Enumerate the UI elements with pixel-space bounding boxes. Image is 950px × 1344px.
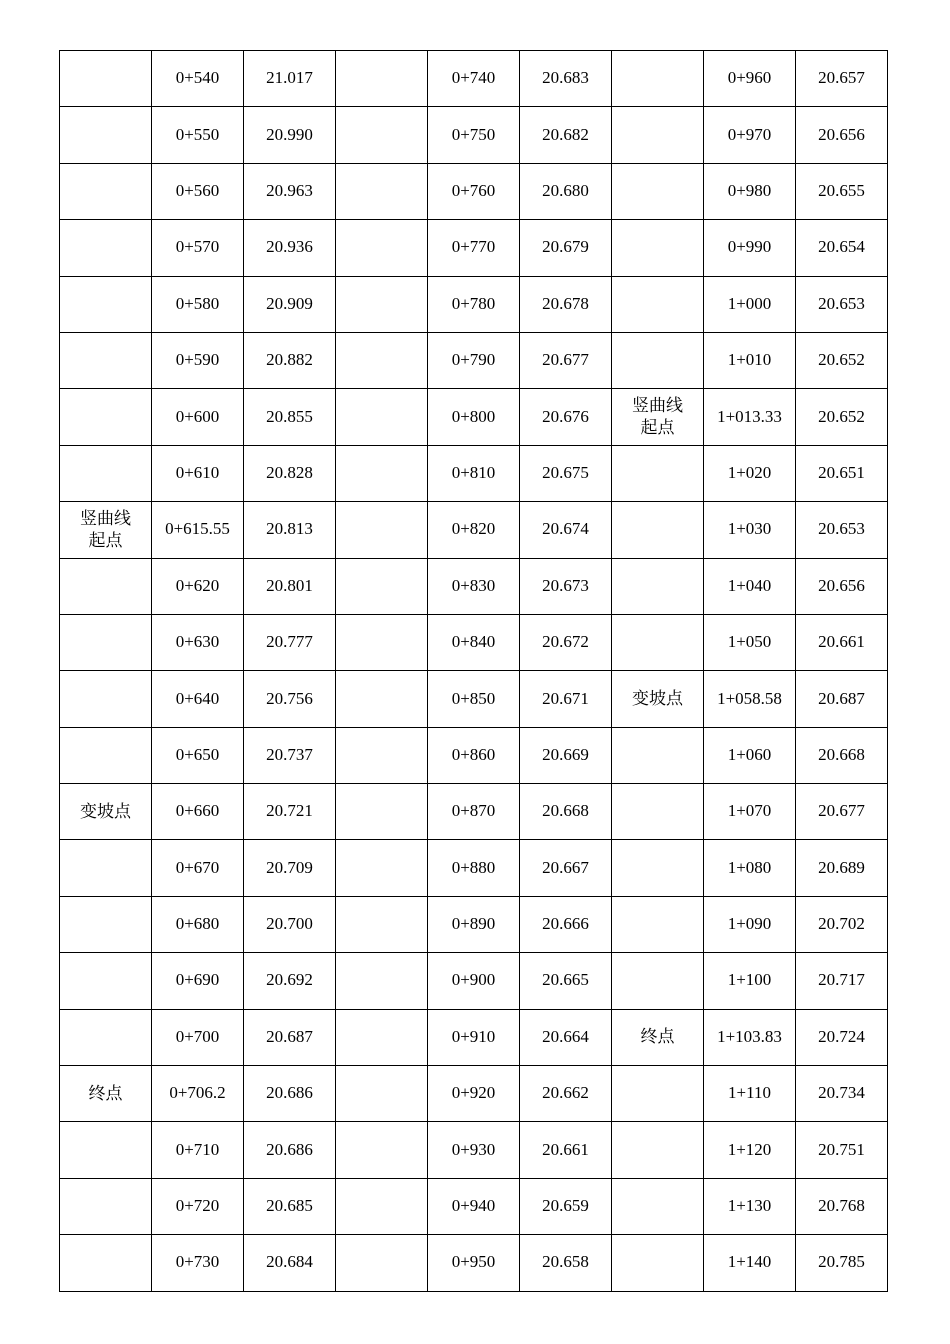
station-c-cell: 1+020	[704, 445, 796, 501]
elevation-b-cell: 20.666	[520, 896, 612, 952]
station-a-cell: 0+550	[152, 107, 244, 163]
table-row	[60, 840, 888, 896]
station-b-cell: 0+800	[428, 389, 520, 445]
table-row	[60, 332, 888, 388]
station-b-cell: 0+810	[428, 445, 520, 501]
point-label-a-cell: 终点	[60, 1066, 152, 1122]
point-label-a-cell	[60, 1122, 152, 1178]
station-a-cell: 0+560	[152, 163, 244, 219]
point-label-c-cell	[612, 502, 704, 558]
station-c-cell: 0+980	[704, 163, 796, 219]
station-b-cell: 0+860	[428, 727, 520, 783]
elevation-b-cell: 20.678	[520, 276, 612, 332]
elevation-c-cell: 20.656	[796, 558, 888, 614]
point-label-a-cell	[60, 163, 152, 219]
table-row	[60, 502, 888, 558]
station-b-cell: 0+870	[428, 784, 520, 840]
station-a-cell: 0+700	[152, 1009, 244, 1065]
point-label-a-cell	[60, 276, 152, 332]
point-label-b-cell	[336, 445, 428, 501]
station-a-cell: 0+720	[152, 1178, 244, 1234]
station-c-cell: 1+090	[704, 896, 796, 952]
table-row	[60, 727, 888, 783]
table-body	[60, 51, 888, 1292]
elevation-c-cell: 20.653	[796, 502, 888, 558]
point-label-a-cell	[60, 445, 152, 501]
elevation-c-cell: 20.677	[796, 784, 888, 840]
station-c-cell: 1+080	[704, 840, 796, 896]
station-b-cell: 0+910	[428, 1009, 520, 1065]
station-a-cell: 0+706.2	[152, 1066, 244, 1122]
station-b-cell: 0+850	[428, 671, 520, 727]
station-b-cell: 0+760	[428, 163, 520, 219]
elevation-b-cell: 20.669	[520, 727, 612, 783]
table-row	[60, 1122, 888, 1178]
point-label-b-cell	[336, 671, 428, 727]
station-a-cell: 0+615.55	[152, 502, 244, 558]
elevation-c-cell: 20.655	[796, 163, 888, 219]
point-label-b-cell	[336, 558, 428, 614]
elevation-c-cell: 20.785	[796, 1235, 888, 1291]
elevation-b-cell: 20.675	[520, 445, 612, 501]
elevation-c-cell: 20.724	[796, 1009, 888, 1065]
elevation-a-cell: 20.777	[244, 614, 336, 670]
point-label-a-cell	[60, 1235, 152, 1291]
station-a-cell: 0+680	[152, 896, 244, 952]
station-c-cell: 1+050	[704, 614, 796, 670]
point-label-c-cell: 竖曲线 起点	[612, 389, 704, 445]
point-label-a-cell	[60, 896, 152, 952]
elevation-b-cell: 20.664	[520, 1009, 612, 1065]
elevation-a-cell: 20.855	[244, 389, 336, 445]
point-label-a-cell	[60, 107, 152, 163]
point-label-c-cell	[612, 896, 704, 952]
elevation-c-cell: 20.654	[796, 220, 888, 276]
station-c-cell: 1+000	[704, 276, 796, 332]
station-b-cell: 0+770	[428, 220, 520, 276]
point-label-a-cell	[60, 953, 152, 1009]
point-label-b-cell	[336, 614, 428, 670]
elevation-b-cell: 20.676	[520, 389, 612, 445]
elevation-b-cell: 20.671	[520, 671, 612, 727]
station-b-cell: 0+750	[428, 107, 520, 163]
point-label-b-cell	[336, 1066, 428, 1122]
elevation-b-cell: 20.658	[520, 1235, 612, 1291]
elevation-c-cell: 20.689	[796, 840, 888, 896]
point-label-b-cell	[336, 276, 428, 332]
elevation-c-cell: 20.656	[796, 107, 888, 163]
table-row	[60, 107, 888, 163]
point-label-b-cell	[336, 953, 428, 1009]
point-label-c-cell	[612, 1178, 704, 1234]
station-a-cell: 0+730	[152, 1235, 244, 1291]
point-label-a-cell	[60, 840, 152, 896]
station-b-cell: 0+950	[428, 1235, 520, 1291]
table-row	[60, 1235, 888, 1291]
point-label-a-cell	[60, 51, 152, 107]
elevation-a-cell: 20.687	[244, 1009, 336, 1065]
point-label-b-cell	[336, 1122, 428, 1178]
point-label-c-cell	[612, 1235, 704, 1291]
point-label-c-cell	[612, 953, 704, 1009]
point-label-c-cell	[612, 163, 704, 219]
point-label-c-cell	[612, 614, 704, 670]
table-row	[60, 445, 888, 501]
station-b-cell: 0+740	[428, 51, 520, 107]
table-row	[60, 1066, 888, 1122]
point-label-c-cell	[612, 276, 704, 332]
station-c-cell: 1+013.33	[704, 389, 796, 445]
table-row	[60, 1009, 888, 1065]
elevation-a-cell: 20.756	[244, 671, 336, 727]
station-c-cell: 1+110	[704, 1066, 796, 1122]
elevation-c-cell: 20.668	[796, 727, 888, 783]
elevation-a-cell: 20.737	[244, 727, 336, 783]
point-label-c-cell	[612, 107, 704, 163]
elevation-b-cell: 20.674	[520, 502, 612, 558]
point-label-a-cell	[60, 389, 152, 445]
elevation-a-cell: 20.692	[244, 953, 336, 1009]
elevation-c-cell: 20.687	[796, 671, 888, 727]
table-row	[60, 51, 888, 107]
point-label-c-cell	[612, 1122, 704, 1178]
table-row	[60, 614, 888, 670]
elevation-b-cell: 20.679	[520, 220, 612, 276]
elevation-a-cell: 21.017	[244, 51, 336, 107]
elevation-c-cell: 20.651	[796, 445, 888, 501]
elevation-c-cell: 20.652	[796, 389, 888, 445]
elevation-b-cell: 20.682	[520, 107, 612, 163]
elevation-a-cell: 20.709	[244, 840, 336, 896]
elevation-c-cell: 20.653	[796, 276, 888, 332]
point-label-b-cell	[336, 220, 428, 276]
table-row	[60, 389, 888, 445]
point-label-c-cell	[612, 727, 704, 783]
station-a-cell: 0+640	[152, 671, 244, 727]
station-b-cell: 0+790	[428, 332, 520, 388]
station-c-cell: 0+970	[704, 107, 796, 163]
elevation-a-cell: 20.963	[244, 163, 336, 219]
station-c-cell: 1+103.83	[704, 1009, 796, 1065]
elevation-c-cell: 20.734	[796, 1066, 888, 1122]
elevation-b-cell: 20.665	[520, 953, 612, 1009]
point-label-c-cell	[612, 51, 704, 107]
elevation-table	[59, 50, 888, 1292]
point-label-a-cell	[60, 1178, 152, 1234]
point-label-a-cell	[60, 614, 152, 670]
station-a-cell: 0+710	[152, 1122, 244, 1178]
station-b-cell: 0+940	[428, 1178, 520, 1234]
elevation-c-cell: 20.717	[796, 953, 888, 1009]
station-b-cell: 0+920	[428, 1066, 520, 1122]
station-a-cell: 0+580	[152, 276, 244, 332]
elevation-c-cell: 20.768	[796, 1178, 888, 1234]
elevation-c-cell: 20.751	[796, 1122, 888, 1178]
elevation-a-cell: 20.700	[244, 896, 336, 952]
station-c-cell: 1+040	[704, 558, 796, 614]
elevation-a-cell: 20.936	[244, 220, 336, 276]
station-a-cell: 0+570	[152, 220, 244, 276]
point-label-c-cell	[612, 784, 704, 840]
point-label-b-cell	[336, 1009, 428, 1065]
point-label-a-cell	[60, 558, 152, 614]
point-label-b-cell	[336, 51, 428, 107]
station-a-cell: 0+690	[152, 953, 244, 1009]
station-a-cell: 0+590	[152, 332, 244, 388]
elevation-a-cell: 20.990	[244, 107, 336, 163]
station-a-cell: 0+620	[152, 558, 244, 614]
station-a-cell: 0+540	[152, 51, 244, 107]
station-c-cell: 1+130	[704, 1178, 796, 1234]
station-c-cell: 1+140	[704, 1235, 796, 1291]
point-label-a-cell	[60, 671, 152, 727]
elevation-a-cell: 20.684	[244, 1235, 336, 1291]
station-b-cell: 0+780	[428, 276, 520, 332]
table-row	[60, 276, 888, 332]
station-b-cell: 0+900	[428, 953, 520, 1009]
elevation-b-cell: 20.661	[520, 1122, 612, 1178]
station-c-cell: 1+120	[704, 1122, 796, 1178]
station-c-cell: 1+100	[704, 953, 796, 1009]
point-label-c-cell	[612, 1066, 704, 1122]
table-row	[60, 953, 888, 1009]
point-label-b-cell	[336, 896, 428, 952]
elevation-b-cell: 20.673	[520, 558, 612, 614]
table-row	[60, 163, 888, 219]
point-label-b-cell	[336, 727, 428, 783]
station-b-cell: 0+930	[428, 1122, 520, 1178]
point-label-b-cell	[336, 107, 428, 163]
elevation-a-cell: 20.801	[244, 558, 336, 614]
point-label-c-cell: 变坡点	[612, 671, 704, 727]
point-label-c-cell	[612, 332, 704, 388]
elevation-b-cell: 20.683	[520, 51, 612, 107]
elevation-b-cell: 20.680	[520, 163, 612, 219]
elevation-a-cell: 20.882	[244, 332, 336, 388]
point-label-b-cell	[336, 502, 428, 558]
station-c-cell: 0+960	[704, 51, 796, 107]
elevation-a-cell: 20.685	[244, 1178, 336, 1234]
point-label-c-cell	[612, 558, 704, 614]
station-c-cell: 1+060	[704, 727, 796, 783]
station-c-cell: 1+070	[704, 784, 796, 840]
elevation-a-cell: 20.828	[244, 445, 336, 501]
station-a-cell: 0+610	[152, 445, 244, 501]
elevation-b-cell: 20.677	[520, 332, 612, 388]
station-a-cell: 0+660	[152, 784, 244, 840]
table-row	[60, 896, 888, 952]
elevation-c-cell: 20.702	[796, 896, 888, 952]
point-label-a-cell	[60, 1009, 152, 1065]
point-label-a-cell	[60, 727, 152, 783]
elevation-a-cell: 20.686	[244, 1066, 336, 1122]
table-row	[60, 220, 888, 276]
station-c-cell: 0+990	[704, 220, 796, 276]
elevation-c-cell: 20.657	[796, 51, 888, 107]
elevation-b-cell: 20.672	[520, 614, 612, 670]
elevation-b-cell: 20.662	[520, 1066, 612, 1122]
point-label-a-cell: 竖曲线 起点	[60, 502, 152, 558]
elevation-a-cell: 20.909	[244, 276, 336, 332]
table-row	[60, 784, 888, 840]
station-a-cell: 0+600	[152, 389, 244, 445]
elevation-b-cell: 20.659	[520, 1178, 612, 1234]
elevation-a-cell: 20.721	[244, 784, 336, 840]
station-b-cell: 0+880	[428, 840, 520, 896]
elevation-a-cell: 20.813	[244, 502, 336, 558]
point-label-c-cell: 终点	[612, 1009, 704, 1065]
point-label-b-cell	[336, 332, 428, 388]
point-label-b-cell	[336, 840, 428, 896]
table-row	[60, 1178, 888, 1234]
table-row	[60, 671, 888, 727]
point-label-a-cell	[60, 220, 152, 276]
elevation-c-cell: 20.652	[796, 332, 888, 388]
station-a-cell: 0+650	[152, 727, 244, 783]
elevation-a-cell: 20.686	[244, 1122, 336, 1178]
point-label-c-cell	[612, 445, 704, 501]
point-label-a-cell: 变坡点	[60, 784, 152, 840]
elevation-b-cell: 20.667	[520, 840, 612, 896]
point-label-a-cell	[60, 332, 152, 388]
station-b-cell: 0+890	[428, 896, 520, 952]
station-b-cell: 0+830	[428, 558, 520, 614]
station-a-cell: 0+670	[152, 840, 244, 896]
point-label-b-cell	[336, 163, 428, 219]
station-b-cell: 0+840	[428, 614, 520, 670]
station-c-cell: 1+030	[704, 502, 796, 558]
elevation-b-cell: 20.668	[520, 784, 612, 840]
point-label-b-cell	[336, 1178, 428, 1234]
point-label-c-cell	[612, 840, 704, 896]
point-label-b-cell	[336, 1235, 428, 1291]
point-label-b-cell	[336, 784, 428, 840]
station-c-cell: 1+058.58	[704, 671, 796, 727]
station-a-cell: 0+630	[152, 614, 244, 670]
elevation-c-cell: 20.661	[796, 614, 888, 670]
table-row	[60, 558, 888, 614]
point-label-b-cell	[336, 389, 428, 445]
station-b-cell: 0+820	[428, 502, 520, 558]
station-c-cell: 1+010	[704, 332, 796, 388]
point-label-c-cell	[612, 220, 704, 276]
